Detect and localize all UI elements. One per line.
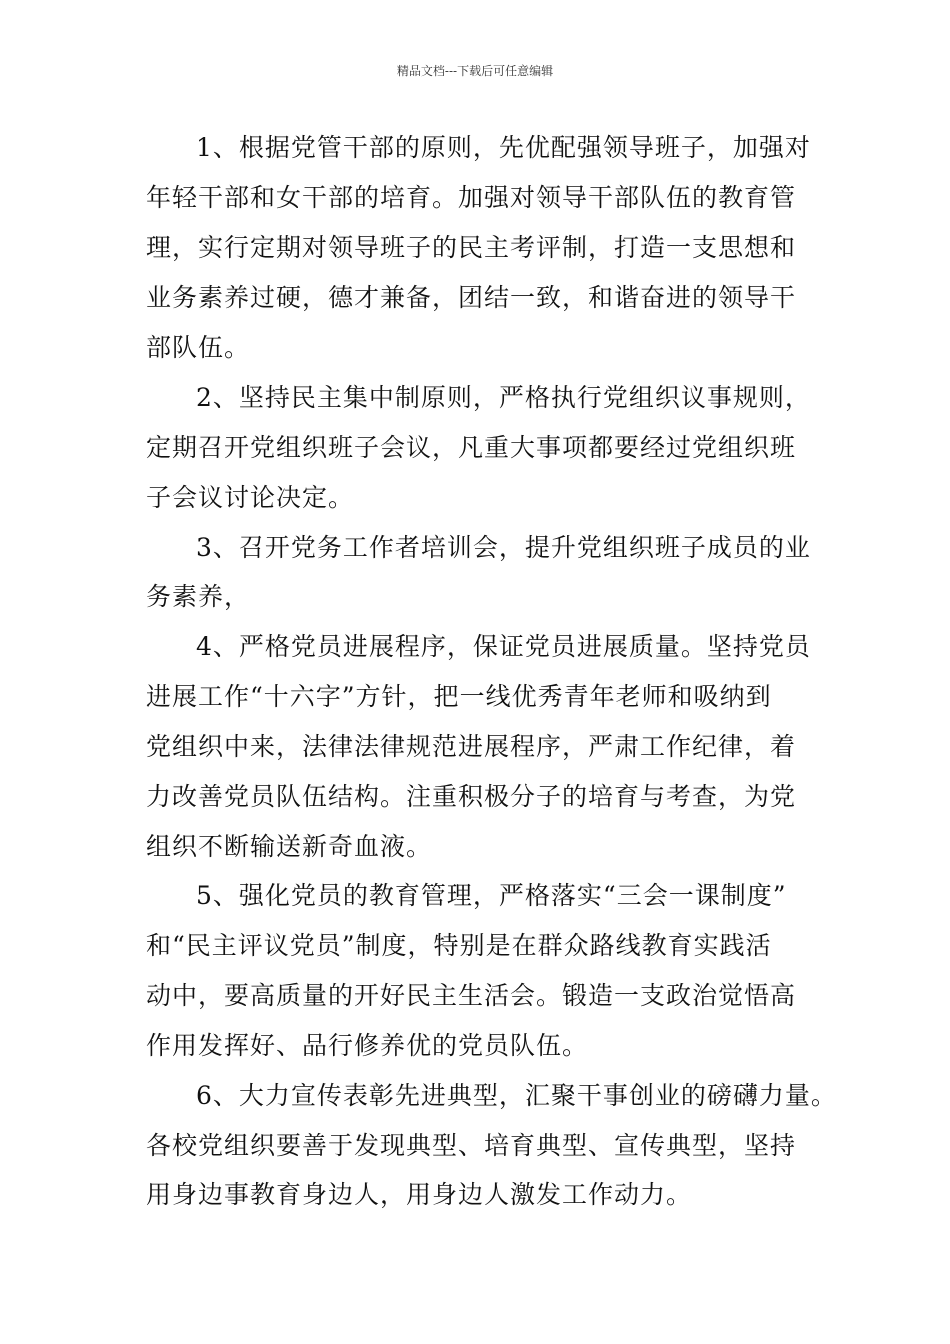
paragraph-line: 和“民主评议党员”制度，特别是在群众路线教育实践活: [146, 931, 772, 960]
paragraph-line: 务素养，: [146, 582, 251, 611]
paragraph-line: 理，实行定期对领导班子的民主考评制，打造一支思想和: [146, 233, 797, 262]
paragraph-line: 4、严格党员进展程序，保证党员进展质量。坚持党员: [196, 632, 811, 661]
paragraph-line: 力改善党员队伍结构。注重积极分子的培育与考查，为党: [146, 782, 797, 811]
paragraph-line: 部队伍。: [146, 333, 251, 362]
paragraph-line: 6、大力宣传表彰先进典型，汇聚干事创业的磅礴力量。: [196, 1081, 837, 1110]
paragraph-line: 各校党组织要善于发现典型、培育典型、宣传典型，坚持: [146, 1131, 797, 1160]
paragraph-line: 动中，要高质量的开好民主生活会。锻造一支政治觉悟高: [146, 981, 797, 1010]
paragraph-line: 年轻干部和女干部的培育。加强对领导干部队伍的教育管: [146, 183, 797, 212]
paragraph-line: 5、强化党员的教育管理，严格落实“三会一课制度”: [196, 881, 787, 910]
paragraph-line: 党组织中来，法律法律规范进展程序，严肃工作纪律，着: [146, 732, 797, 761]
paragraph-line: 进展工作“十六字”方针，把一线优秀青年老师和吸纳到: [146, 682, 772, 711]
paragraph-line: 2、坚持民主集中制原则，严格执行党组织议事规则，: [196, 383, 811, 412]
paragraph-line: 用身边事教育身边人，用身边人激发工作动力。: [146, 1180, 693, 1209]
paragraph-line: 组织不断输送新奇血液。: [146, 832, 433, 861]
paragraph-line: 3、召开党务工作者培训会，提升党组织班子成员的业: [196, 533, 811, 562]
paragraph-line: 业务素养过硬，德才兼备，团结一致，和谐奋进的领导干: [146, 283, 797, 312]
paragraph-line: 定期召开党组织班子会议，凡重大事项都要经过党组织班: [146, 433, 797, 462]
paragraph-line: 1、根据党管干部的原则，先优配强领导班子，加强对: [196, 133, 811, 162]
paragraph-line: 子会议讨论决定。: [146, 483, 355, 512]
page-header: 精品文档---下载后可任意编辑: [396, 64, 554, 78]
paragraph-line: 作用发挥好、品行修养优的党员队伍。: [146, 1031, 589, 1060]
